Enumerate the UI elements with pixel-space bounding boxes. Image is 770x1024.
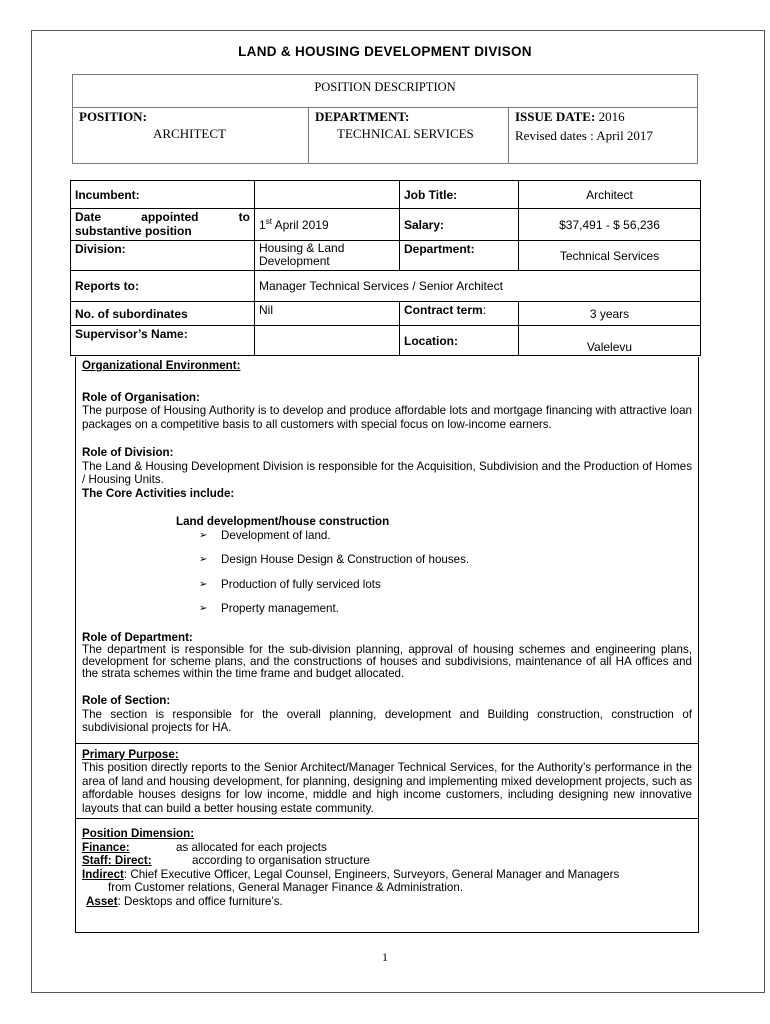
issue-date-value: 2016 [598, 109, 625, 124]
department-value: TECHNICAL SERVICES [337, 126, 474, 141]
primary-purpose-heading: Primary Purpose: [82, 747, 179, 761]
core-activities-heading: The Core Activities include: [82, 486, 235, 500]
list-item: ➢ Development of land. [199, 528, 331, 542]
body-content [75, 357, 699, 933]
primary-purpose-text: This position directly reports to the Senior Architect/Manager Technical Services, for the Authority’s performance in the area of land and housing development, for planning, designing and implementing mixed development projects, such as affordable houses designs for low income, middle and high income customers, including designing new innovative layouts that can build a better housing estate community. [82, 761, 692, 815]
arrow-bullet-icon: ➢ [199, 603, 208, 614]
date-rest: April 2019 [271, 218, 329, 232]
salary-value: $37,491 - $ 56,236 [519, 209, 701, 241]
contract-term-colon: : [482, 303, 487, 317]
department-cell [309, 107, 509, 163]
staff-label: Staff: Direct: [82, 854, 152, 867]
incumbent-table [70, 180, 701, 356]
core-activities-list [199, 529, 692, 616]
revised-dates: Revised dates : April 2017 [515, 128, 653, 143]
role-division-heading: Role of Division: [82, 446, 174, 459]
date-label-line-2: substantive position [75, 224, 192, 238]
date-suffix: st [265, 217, 272, 226]
page-number: 1 [382, 950, 388, 964]
asset-label: Asset [86, 894, 118, 908]
position-value: ARCHITECT [153, 126, 226, 141]
role-organisation-heading: Role of Organisation: [82, 390, 200, 404]
finance-value: as allocated for each projects [176, 840, 327, 854]
contract-term-value: 3 years [519, 302, 701, 326]
reports-to-label: Reports to: [71, 271, 255, 302]
role-section-heading: Role of Section: [82, 694, 171, 707]
position-description-heading: POSITION DESCRIPTION [73, 75, 697, 108]
supervisor-label: Supervisor’s Name: [71, 326, 255, 356]
division-label: Division: [71, 241, 255, 271]
issue-date-cell [509, 107, 697, 163]
division-value: Housing & Land Development [255, 241, 400, 271]
reports-to-value: Manager Technical Services / Senior Architect [255, 271, 701, 302]
indirect-value: : Chief Executive Officer, Legal Counsel, Engineers, Surveyors, General Manager and Managers [123, 867, 620, 881]
role-section-text: The section is responsible for the overall planning, development and Building construction, construction of subdivisional projects for HA. [82, 707, 692, 734]
incumbent-label: Incumbent: [71, 181, 255, 209]
issue-date-label: ISSUE DATE: [515, 109, 596, 124]
position-description-box [72, 74, 698, 164]
date-day: 1 [259, 218, 266, 232]
arrow-bullet-icon: ➢ [199, 554, 208, 565]
indirect-continued: from Customer relations, General Manager Finance & Administration. [108, 881, 464, 894]
arrow-bullet-icon: ➢ [199, 529, 208, 541]
list-item: ➢ Design House Design & Construction of houses. [199, 553, 470, 566]
indirect-label: Indirect [82, 867, 124, 881]
role-division-text: The Land & Housing Development Division is responsible for the Acquisition, Subdivision and the Production of Homes / Housing Units. [82, 459, 692, 486]
position-cell [73, 107, 309, 163]
list-item: ➢ Production of fully serviced lots [199, 577, 381, 591]
indirect-row [82, 868, 692, 882]
arrow-bullet-icon: ➢ [199, 578, 208, 590]
location-label: Location: [400, 326, 519, 356]
job-title-label: Job Title: [400, 181, 519, 209]
list-item: ➢ Property management. [199, 602, 339, 615]
role-department-heading: Role of Department: [82, 630, 193, 644]
section-divider [76, 743, 698, 744]
contract-term-label [400, 302, 519, 326]
asset-value: : Desktops and office furniture’s. [117, 894, 283, 908]
job-title-value: Architect [519, 181, 701, 209]
date-appointed-value [255, 209, 400, 241]
position-dimension-heading: Position Dimension: [82, 827, 195, 840]
date-label-word-2: appointed [141, 210, 199, 224]
date-appointed-label [71, 209, 255, 241]
date-label-word-1: Date [75, 210, 102, 224]
department-value-row: Technical Services [519, 241, 701, 271]
department-label-row: Department: [400, 241, 519, 271]
department-label: DEPARTMENT: [315, 109, 410, 124]
core-activities-title: Land development/house construction [176, 515, 390, 528]
staff-value: according to organisation structure [192, 854, 370, 867]
finance-row [82, 841, 692, 855]
salary-label: Salary: [400, 209, 519, 241]
org-environment-heading: Organizational Environment: [82, 359, 241, 372]
section-divider [76, 818, 698, 819]
document-title: LAND & HOUSING DEVELOPMENT DIVISON [238, 44, 532, 59]
staff-row [82, 854, 692, 868]
position-label: POSITION: [79, 109, 147, 124]
subordinates-value: Nil [255, 302, 400, 326]
location-value: Valelevu [519, 326, 701, 356]
role-department-text: The department is responsible for the sub-division planning, approval of housing schemes and engineering plans, development for scheme plans, and the constructions of houses and subdivisions, maintenance of all HA offices and the strata schemes within the time frame and budget allocated. [82, 643, 692, 680]
asset-row [82, 895, 692, 909]
incumbent-value [255, 181, 400, 209]
date-label-word-3: to [238, 210, 250, 224]
finance-label: Finance: [82, 840, 130, 854]
subordinates-label: No. of subordinates [71, 302, 255, 326]
contract-term-text: Contract term [404, 303, 483, 317]
role-organisation-text: The purpose of Housing Authority is to develop and produce affordable lots and mortgage financing with attractive loan packages on a competitive basis to all customers with special focus on low-income earners. [82, 404, 692, 431]
supervisor-value [255, 326, 400, 356]
